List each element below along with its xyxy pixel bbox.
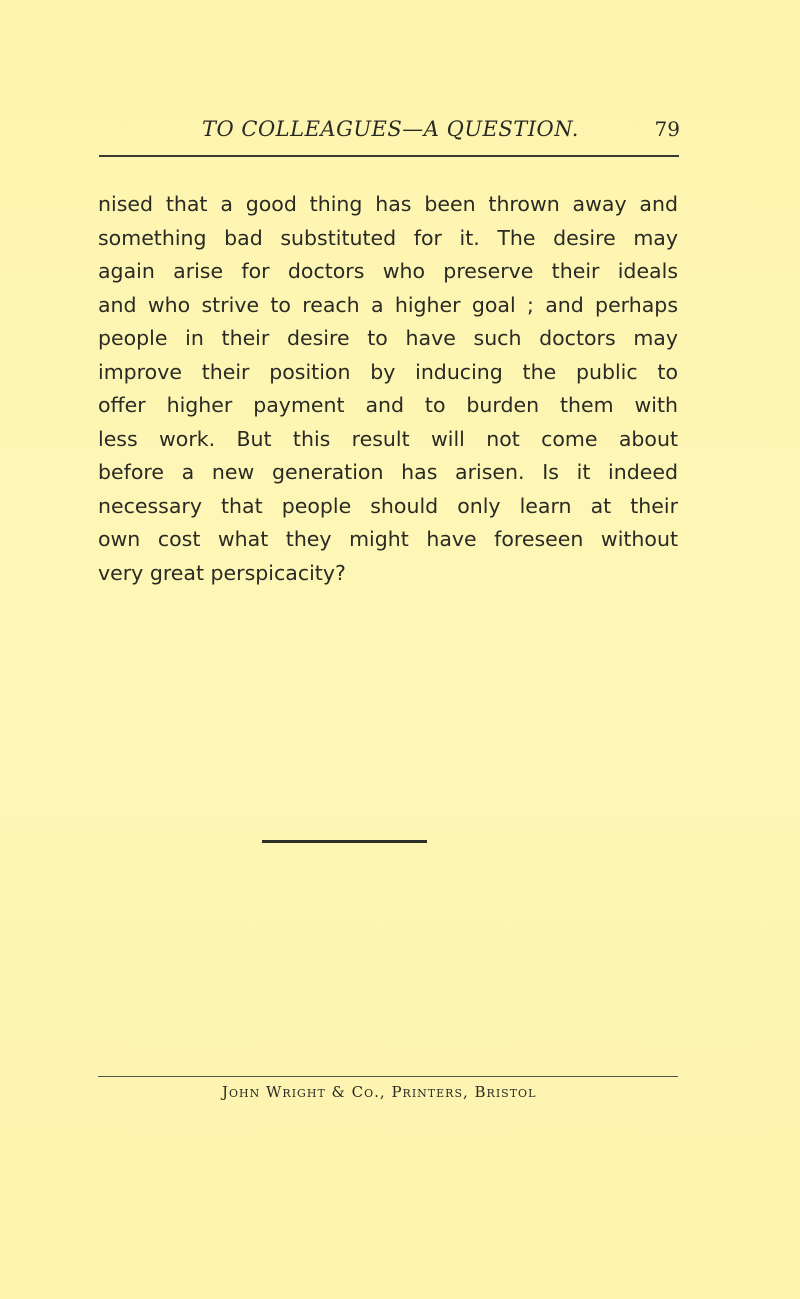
body-paragraph — [98, 188, 678, 590]
text-line: something bad substituted for it. The desire may — [98, 225, 678, 250]
header-rule — [99, 155, 679, 157]
page-number: 79 — [654, 117, 680, 141]
end-of-chapter-rule — [262, 840, 427, 843]
text-line: improve their position by inducing the public to — [98, 359, 678, 384]
running-title: TO COLLEAGUES—A QUESTION. — [202, 117, 579, 141]
running-head — [98, 115, 682, 147]
text-line: less work. But this result will not come about — [98, 426, 678, 451]
printer-imprint: John Wright & Co., Printers, Bristol — [222, 1083, 537, 1101]
text-line: and who strive to reach a higher goal ; and perhaps — [98, 292, 678, 317]
text-line: nised that a good thing has been thrown away and — [98, 192, 678, 216]
text-line: own cost what they might have foreseen without — [98, 527, 678, 551]
text-line: very great perspicacity? — [98, 560, 346, 585]
text-line: again arise for doctors who preserve their ideals — [98, 259, 678, 283]
imprint-rule — [98, 1076, 678, 1077]
text-line: offer higher payment and to burden them with — [98, 393, 678, 417]
text-line: people in their desire to have such doctors may — [98, 326, 678, 350]
text-line: before a new generation has arisen. Is it indeed — [98, 460, 678, 484]
text-line: necessary that people should only learn at their — [98, 493, 678, 518]
